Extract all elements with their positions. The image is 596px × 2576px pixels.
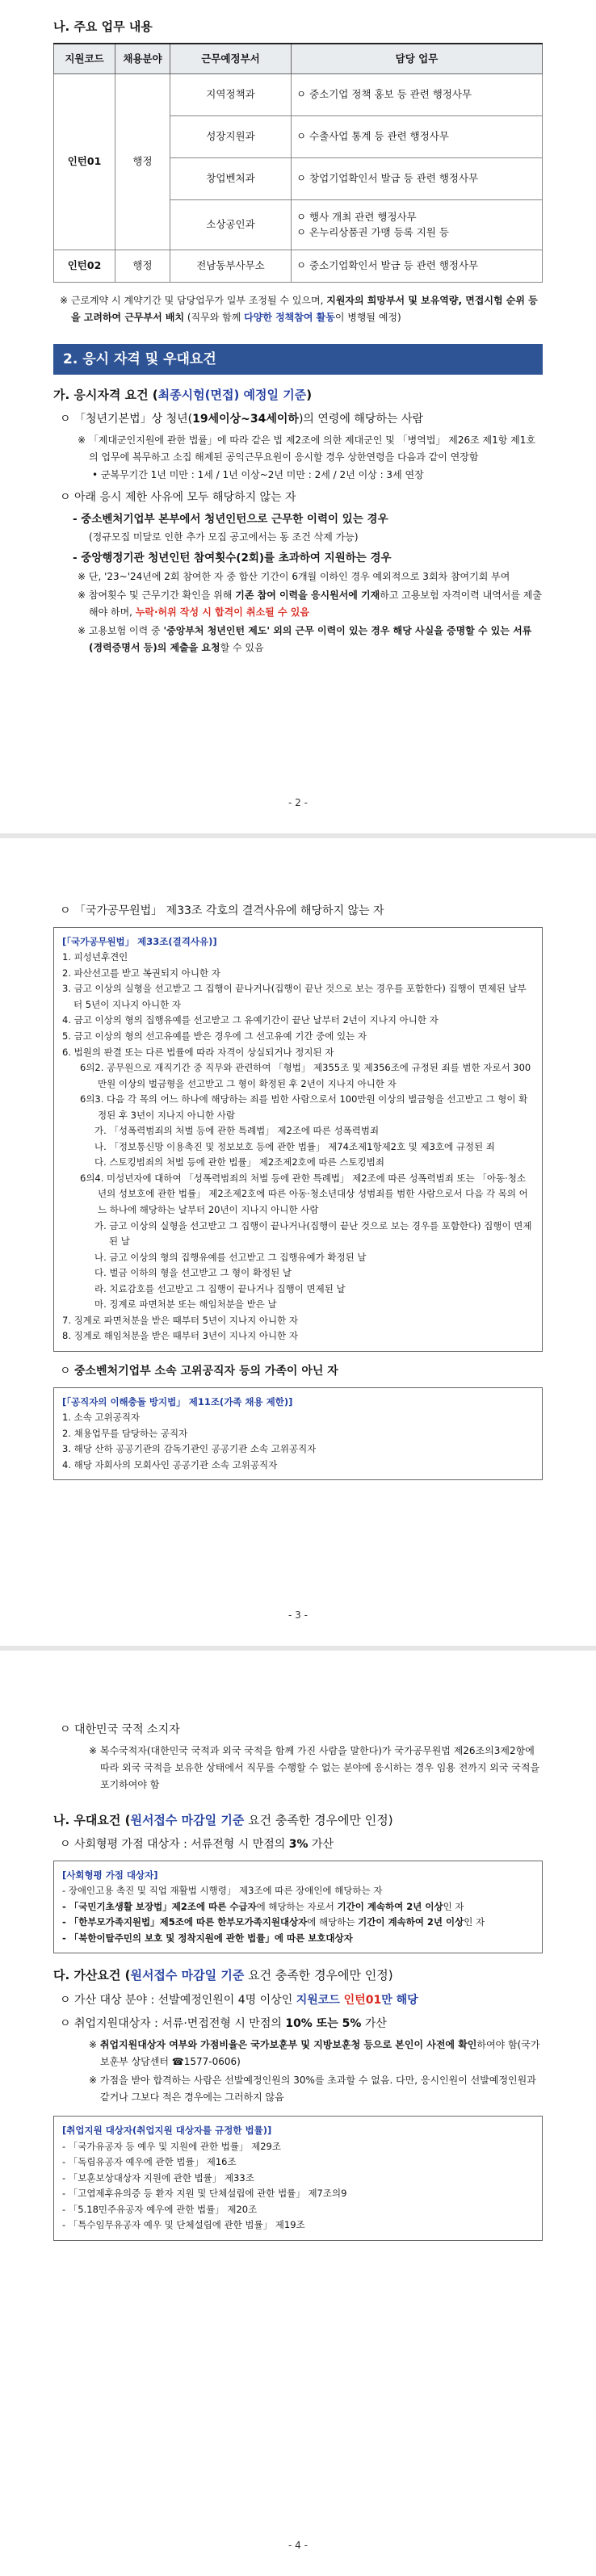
document-page-2: [0, 0, 596, 833]
box-title: [「국가공무원법」 제33조(결격사유)]: [62, 935, 217, 947]
law-box-disqualification: [53, 927, 543, 1352]
box-line: 2. 파산선고를 받고 복권되지 아니한 자: [62, 967, 220, 979]
duty: ㅇ 중소기업 정책 홍보 등 관련 행정사무: [292, 73, 543, 115]
box-line: 다. 스토킹범죄의 처벌 등에 관한 법률」 제2조제2호에 따른 스토킹범죄: [94, 1156, 384, 1168]
subsection-eligibility: 가. 응시자격 요건 (최종시험(면접) 예정일 기준): [53, 387, 313, 402]
support-code: 인턴02: [54, 250, 115, 282]
box-line: - 「특수임무유공자 예우 및 단체설립에 관한 법률」 제19조: [62, 2219, 305, 2231]
note-30-percent: ※ 가점을 받아 합격하는 사람은 선발예정인원의 30%를 초과할 수 없음. 다만, 응시인원이 선발예정인원과 같거나 그보다 적은 경우에는 그러하지 않음: [89, 2074, 536, 2103]
page-number: - 3 -: [288, 1609, 308, 1622]
box-line: - 「5.18민주유공자 예우에 관한 법률」 제20조: [62, 2203, 258, 2215]
subsection-preference: 나. 우대요건 (원서접수 마감일 기준 요건 충족한 경우에만 인정): [53, 1812, 393, 1827]
box-line: - 「국민기초생활 보장법」제2조에 따른 수급자에 해당하는 자로서 기간이 계속하여 2년 이상인 자: [62, 1900, 464, 1912]
requirement-not-family: ㅇ 중소벤처기업부 소속 고위공직자 등의 가족이 아닌 자: [60, 1364, 338, 1378]
box-line: 가. 금고 이상의 실형을 선고받고 그 집행이 끝나거나(집행이 끝난 것으로 보는 경우를 포함한다) 집행이 면제된 날: [94, 1219, 532, 1248]
document-page-4: [0, 1651, 596, 2576]
table-header: 지원코드: [54, 44, 115, 73]
box-line: 8. 징계로 해임처분을 받은 때부터 3년이 지나지 아니한 자: [62, 1330, 298, 1342]
box-line: 1. 피성년후견인: [62, 951, 128, 963]
job-field: 행정: [115, 73, 170, 250]
employment-support-box: [53, 2116, 543, 2241]
restriction-2: - 중앙행정기관 청년인턴 참여횟수(2회)를 초과하여 지원하는 경우: [73, 551, 392, 564]
page-number: - 2 -: [288, 797, 308, 809]
box-line: 7. 징계로 파면처분을 받은 때부터 5년이 지나지 아니한 자: [62, 1314, 298, 1326]
box-line: 2. 채용업무를 담당하는 공직자: [62, 1427, 188, 1439]
note-military-detail: • 군복무기간 1년 미만 : 1세 / 1년 이상~2년 미만 : 2세 / 2년 이상 : 3세 연장: [92, 468, 424, 480]
table-header: 담당 업무: [292, 44, 543, 73]
duties-table: [53, 43, 543, 282]
restriction-1-note: (정규모집 미달로 인한 추가 모집 공고에서는 동 조건 삭제 가능): [89, 531, 359, 543]
section-title-qualifications: 2. 응시 자격 및 우대요건: [53, 344, 543, 375]
note-insurance: ※ 고용보험 이력 중 '중앙부처 청년인턴 제도' 외의 근무 이력이 있는 경우 해당 사실을 증명할 수 있는 서류(경력증명서 등)의 제출을 요청할 수 있음: [78, 624, 532, 653]
box-line: 3. 금고 이상의 실형을 선고받고 그 집행이 끝나거나(집행이 끝난 것으로 보는 경우를 포함한다) 집행이 면제된 날부터 5년이 지나지 아니한 자: [62, 983, 527, 1010]
box-line: 6의3. 다음 각 목의 어느 하나에 해당하는 죄를 범한 사람으로서 100만원 이상의 벌금형을 선고받고 그 형이 확정된 후 3년이 지나지 아니한 사람: [80, 1093, 528, 1121]
box-line: 6의4. 미성년자에 대하여 「성폭력범죄의 처벌 등에 관한 특례법」 제2조에 따른 성폭력범죄 또는 「아동·청소년의 성보호에 관한 법률」 제2조제2호에 따른 아동·청소년대상 성범죄를 범한 사람으로서 다음 각 목의 어느 하나에 해당하는 날부터 20년이 지나지 아니한 사람: [80, 1172, 528, 1215]
requirement-nationality: ㅇ 대한민국 국적 소지자: [60, 1723, 180, 1736]
box-line: - 「한부모가족지원법」제5조에 따른 한부모가족지원대상자에 해당하는 기간이 계속하여 2년 이상인 자: [62, 1916, 485, 1928]
box-line: 가. 「성폭력범죄의 처벌 등에 관한 특례법」 제2조에 따른 성폭력범죄: [94, 1125, 380, 1137]
box-line: 4. 금고 이상의 형의 집행유예를 선고받고 그 유예기간이 끝난 날부터 2년이 지나지 아니한 자: [62, 1014, 439, 1026]
note-dual-nationality: ※ 복수국적자(대한민국 국적과 외국 국적을 함께 가진 사람을 말한다)가 국가공무원법 제26조의3제2항에 따라 외국 국적을 보유한 상태에서 직무를 수행할 수 없는 분야에 응시하는 경우 임용 전까지 외국 국적을 포기하여야 함: [89, 1744, 540, 1790]
box-title: [취업지원 대상자(취업지원 대상자를 규정한 법률)]: [62, 2124, 272, 2136]
box-line: - 「국가유공자 등 예우 및 지원에 관한 법률」 제29조: [62, 2140, 281, 2152]
box-line: - 「북한이탈주민의 보호 및 정착지원에 관한 법률」에 따른 보호대상자: [62, 1932, 353, 1944]
requirement-no-restriction: ㅇ 아래 응시 제한 사유에 모두 해당하지 않는 자: [60, 490, 296, 504]
box-line: 6. 법원의 판결 또는 다른 법률에 따라 자격이 상실되거나 정지된 자: [62, 1046, 334, 1058]
box-line: 1. 소속 고위공직자: [62, 1412, 141, 1424]
box-line: 4. 해당 자회사의 모회사인 공공기관 소속 고위공직자: [62, 1458, 278, 1471]
social-equity-box: [53, 1861, 543, 1954]
page-number: - 4 -: [288, 2540, 308, 2552]
box-title: [사회형평 가점 대상자]: [62, 1869, 158, 1881]
box-line: 다. 벌금 이하의 형을 선고받고 그 형이 확정된 날: [94, 1267, 292, 1279]
placement-note: ※ 근로계약 시 계약기간 및 담당업무가 일부 조정될 수 있으며, 지원자의 희망부서 및 보유역량, 면접시험 순위 등을 고려하여 근무부서 배치 (직무와 함께 다양한 정책참여 활동이 병행될 예정): [60, 294, 538, 323]
job-field: 행정: [115, 250, 170, 282]
table-header-row: [54, 44, 543, 73]
note-check-eligibility: ※ 취업지원대상자 여부와 가점비율은 국가보훈부 및 지방보훈청 등으로 본인이 사전에 확인하여야 함(국가보훈부 상담센터 ☎1577-0606): [89, 2038, 540, 2067]
box-title: [「공직자의 이해충돌 방지법」 제11조(가족 채용 제한)]: [62, 1395, 293, 1408]
duty: ㅇ 창업기업확인서 발급 등 관련 행정사무: [292, 157, 543, 199]
duty: ㅇ 중소기업확인서 발급 등 관련 행정사무: [292, 250, 543, 282]
additional-employment-support: ㅇ 취업지원대상자 : 서류·면접전형 시 만점의 10% 또는 5% 가산: [60, 2017, 387, 2031]
table-row: [54, 250, 543, 282]
department: 소상공인과: [170, 199, 292, 250]
duty: ㅇ 수출사업 통계 등 관련 행정사무: [292, 115, 543, 157]
box-line: 3. 해당 산하 공공기관의 감독기관인 공공기관 소속 고위공직자: [62, 1443, 317, 1455]
table-row: [54, 73, 543, 115]
requirement-age: ㅇ 「청년기본법」상 청년(19세이상~34세이하)의 연령에 해당하는 사람: [60, 413, 424, 426]
subsection-additional: 다. 가산요건 (원서접수 마감일 기준 요건 충족한 경우에만 인정): [53, 1968, 393, 1983]
box-line: - 「독립유공자 예우에 관한 법률」 제16조: [62, 2156, 237, 2168]
box-line: 마. 징계로 파면처분 또는 해임처분을 받은 날: [94, 1298, 277, 1311]
preference-social-equity: ㅇ 사회형평 가점 대상자 : 서류전형 시 만점의 3% 가산: [60, 1837, 334, 1851]
section-heading-duties: 나. 주요 업무 내용: [53, 19, 153, 34]
department: 성장지원과: [170, 115, 292, 157]
law-box-family: [53, 1387, 543, 1481]
requirement-disqualification: ㅇ 「국가공무원법」 제33조 각호의 결격사유에 해당하지 않는 자: [60, 904, 384, 917]
note-exception: ※ 단, '23~'24년에 2회 참여한 자 중 합산 기간이 6개월 이하인 경우 예외적으로 3회차 참여기회 부여: [78, 570, 510, 582]
box-line: - 「보훈보상대상자 지원에 관한 법률」 제33조: [62, 2171, 254, 2184]
box-line: 나. 「정보통신망 이용촉진 및 정보보호 등에 관한 법률」 제74조제1항제2호 및 제3호에 규정된 죄: [94, 1140, 495, 1152]
box-line: 나. 금고 이상의 형의 집행유예를 선고받고 그 집행유예가 확정된 날: [94, 1251, 367, 1263]
support-code: 인턴01: [54, 73, 115, 250]
duty: ㅇ 행사 개최 관련 행정사무 ㅇ 온누리상품권 가맹 등록 지원 등: [292, 199, 543, 250]
box-line: 라. 치료감호를 선고받고 그 집행이 끝나거나 집행이 면제된 날: [94, 1282, 346, 1294]
department: 지역정책과: [170, 73, 292, 115]
note-military: ※ 「제대군인지원에 관한 법률」에 따라 같은 법 제2조에 의한 제대군인 및 「병역법」 제26조 제1항 제1호의 업무에 복무하고 소집 해제된 공익근무요원이 응시할 경우 상한연령을 다음과 같이 연장함: [78, 434, 535, 463]
additional-target-field: ㅇ 가산 대상 분야 : 선발예정인원이 4명 이상인 지원코드 인턴01만 해당: [60, 1993, 418, 2007]
table-header: 채용분야: [115, 44, 170, 73]
note-history: ※ 참여횟수 및 근무기간 확인을 위해 기존 참여 이력을 응시원서에 기재하고 고용보험 자격이력 내역서를 제출해야 하며, 누락·허위 작성 시 합격이 취소될 수 있음: [78, 589, 542, 618]
box-line: - 장애인고용 촉진 및 직업 재활법 시행령」 제3조에 따른 장애인에 해당하는 자: [62, 1885, 383, 1897]
restriction-1: - 중소벤처기업부 본부에서 청년인턴으로 근무한 이력이 있는 경우: [73, 513, 388, 527]
box-line: 5. 금고 이상의 형의 선고유예를 받은 경우에 그 선고유예 기간 중에 있는 자: [62, 1030, 367, 1042]
box-line: - 「고엽제후유의증 등 환자 지원 및 단체설립에 관한 법률」 제7조의9: [62, 2188, 347, 2200]
document-page-3: [0, 838, 596, 1646]
department: 전남동부사무소: [170, 250, 292, 282]
table-header: 근무예정부서: [170, 44, 292, 73]
department: 창업벤처과: [170, 157, 292, 199]
box-line: 6의2. 공무원으로 재직기간 중 직무와 관련하여 「형법」 제355조 및 제356조에 규정된 죄를 범한 자로서 300만원 이상의 벌금형을 선고받고 그 형이 확정된 후 2년이 지나지 아니한 자: [80, 1062, 531, 1089]
